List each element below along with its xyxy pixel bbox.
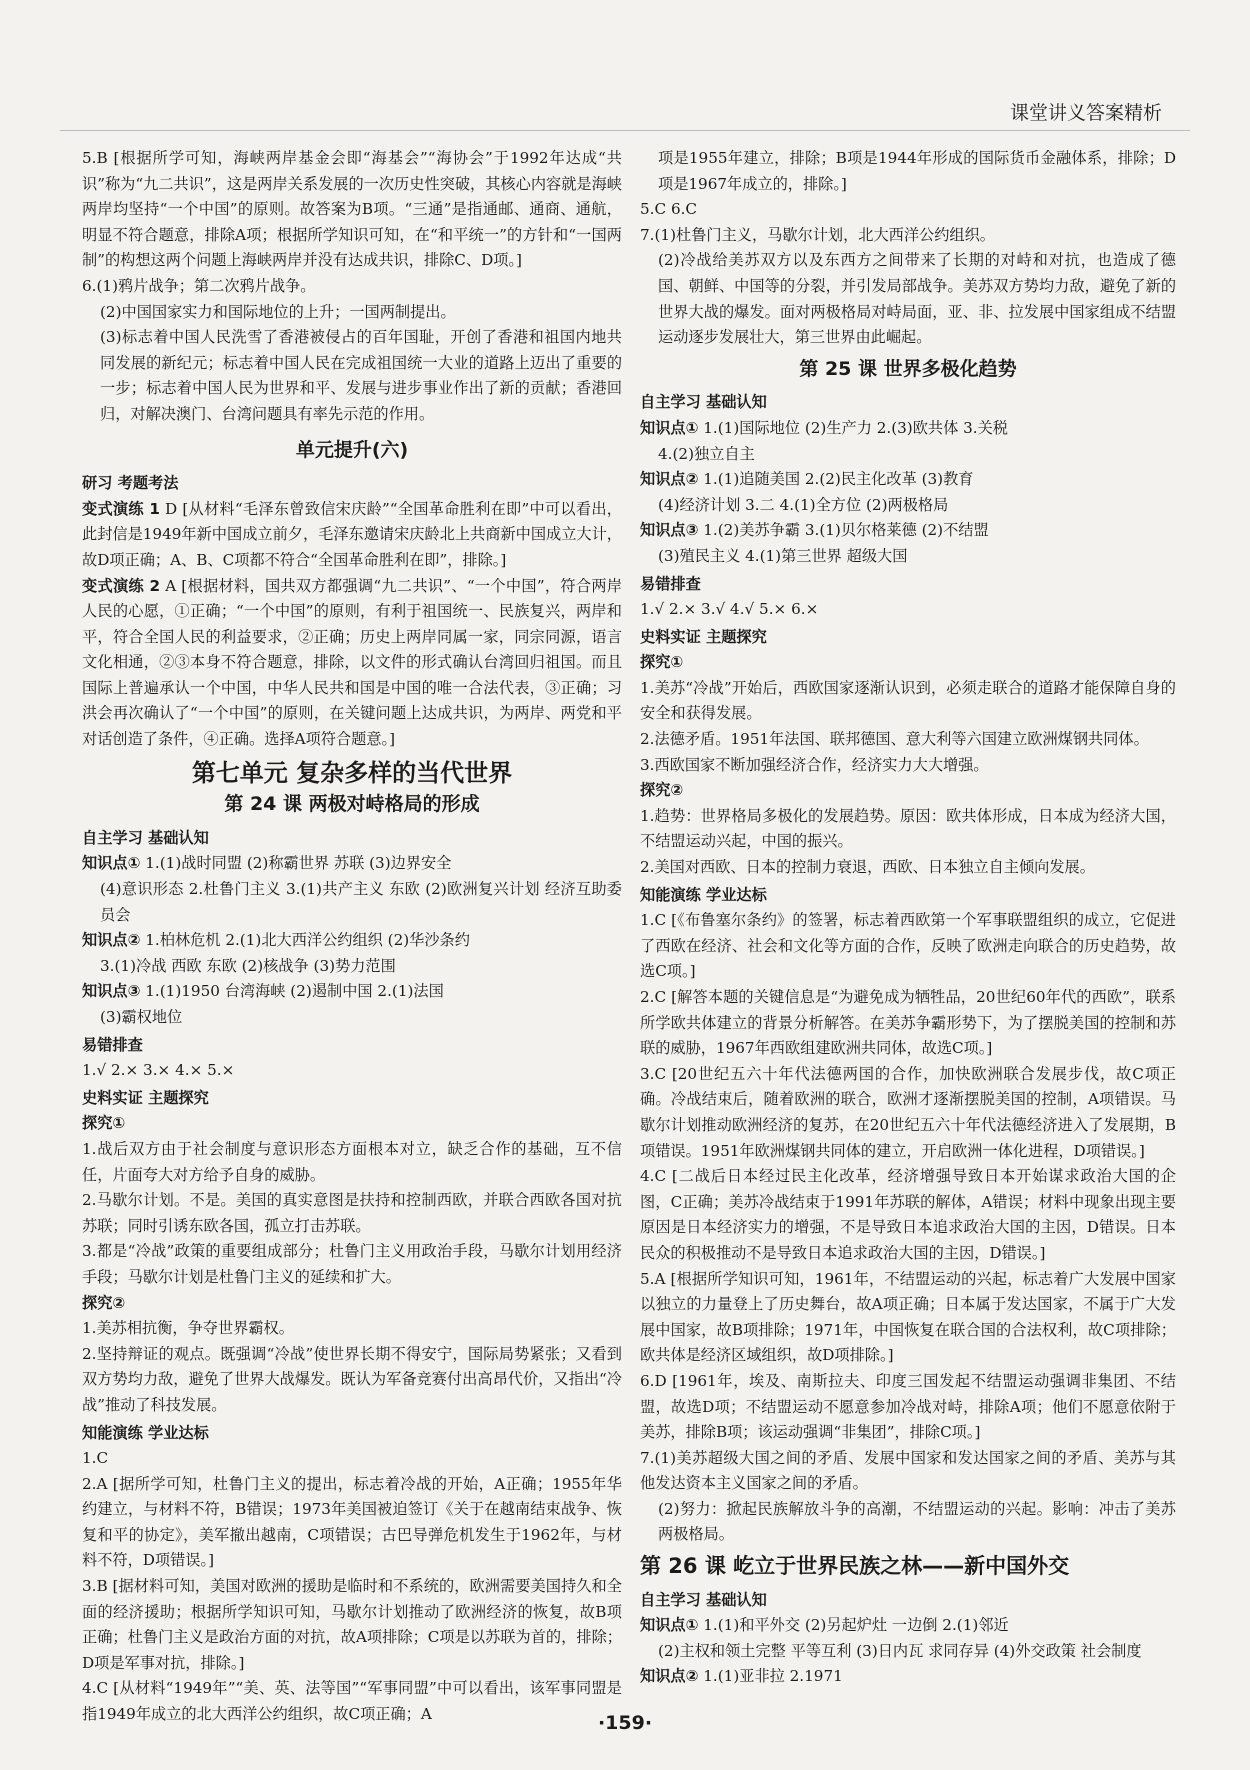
- header-divider: [60, 130, 1190, 131]
- answer-paragraph: 2.C [解答本题的关键信息是“为避免成为牺牲品，20世纪60年代的西欧”，联系所学欧共体建立的背景分析解答。在美苏争霸形势下，为了摆脱美国的控制和苏联的威胁，1967年西欧组建欧洲共同体，故选C项。]: [640, 988, 1176, 1058]
- answer-text: A [根据材料，国共双方都强调“九二共识”、“一个中国”，符合两岸人民的心愿，①正确；“一个中国”的原则，有利于祖国统一、民族复兴，两岸和平，符合全国人民的利益要求，②正确；历史上两岸同属一家，同宗同源，语言文化相通，②③本身不符合题意，排除，以文件的形式确认台湾回归祖国。而且国际上普遍承认一个中国，中华人民共和国是中国的唯一合法代表，③正确；习洪会再次确认了“一个中国”的原则，在关键问题上达成共识，为两岸、两党和平对话创造了条件，④正确。选择A项符合题意。]: [82, 576, 623, 749]
- inquiry-label: 探究①: [82, 1114, 126, 1133]
- answer-paragraph: 4.C [从材料“1949年”“美、英、法等国”“军事同盟”中可以看出，该军事同盟是指1949年成立的北大西洋公约组织，故C项正确；A: [82, 1679, 622, 1724]
- knowledge-text: 1.柏林危机 2.(1)北大西洋公约组织 (2)华沙条约: [140, 931, 470, 950]
- subsection-title: 知能演练 学业达标: [640, 885, 767, 904]
- knowledge-text: 1.(1)和平外交 (2)另起炉灶 一边倒 2.(1)邻近: [698, 1616, 1009, 1635]
- answer-paragraph: 3.C [20世纪五六十年代法德两国的合作，加快欧洲联合发展步伐，故C项正确。冷战结束后，随着欧洲的联合，欧洲才逐渐摆脱美国的控制，A项错误。马歇尔计划推动欧洲经济的复苏，在20世纪五六十年代法德经济进入了发展期，B项错误。1951年欧洲煤钢共同体的建立，开启欧洲一体化进程，D项错误。]: [640, 1064, 1176, 1160]
- subsection-title: 知能演练 学业达标: [82, 1423, 209, 1442]
- exercise-label: 变式演练 2: [82, 576, 161, 595]
- knowledge-point: [640, 467, 1176, 493]
- knowledge-point-cont: 4.(2)独立自主: [658, 444, 755, 463]
- section-title: 单元提升(六): [295, 438, 409, 461]
- answer-paragraph: (2)冷战给美苏双方以及东西方之间带来了长期的对峙和对抗，也造成了德国、朝鲜、中国等的分裂，并引发局部战争。美苏双方势均力敌，避免了新的世界大战的爆发。面对两极格局对峙局面，亚、非、拉发展中国家组成不结盟运动逐步发展壮大，第三世界由此崛起。: [658, 251, 1176, 347]
- knowledge-text: 1.(1)国际地位 (2)生产力 2.(3)欧共体 3.关税: [698, 418, 1008, 437]
- subsection-title: 自主学习 基础认知: [82, 828, 209, 847]
- knowledge-point-cont: (4)经济计划 3.二 4.(1)全方位 (2)两极格局: [658, 495, 949, 514]
- knowledge-label: 知识点②: [82, 931, 141, 950]
- lesson-title: 第 24 课 两极对峙格局的形成: [224, 793, 480, 816]
- knowledge-point: [640, 1613, 1176, 1639]
- answer-paragraph: 5.A [根据所学知识可知，1961年，不结盟运动的兴起，标志着广大发展中国家以独立的力量登上了历史舞台，故A项正确；日本属于发达国家，不属于广大发展中国家，故B项排除；1971年，中国恢复在联合国的合法权利，故C项排除；欧共体是经济区域组织，故D项排除。]: [640, 1269, 1176, 1365]
- answer-paragraph: 2.美国对西欧、日本的控制力衰退，西欧、日本独立自主倾向发展。: [640, 858, 1095, 877]
- left-column: [82, 146, 622, 1728]
- inquiry-label: 探究①: [640, 653, 684, 672]
- knowledge-label: 知识点①: [640, 418, 699, 437]
- knowledge-text: 1.(1)亚非拉 2.1971: [698, 1667, 843, 1686]
- subsection-title: 史料实证 主题探究: [82, 1088, 209, 1107]
- error-check-answers: 1.√ 2.× 3.× 4.× 5.×: [82, 1061, 235, 1080]
- exercise-label: 变式演练 1: [82, 499, 160, 518]
- knowledge-point: [640, 1664, 1176, 1690]
- knowledge-label: 知识点③: [640, 521, 699, 540]
- answer-paragraph: 5.C 6.C: [640, 200, 698, 219]
- knowledge-point: [82, 928, 622, 954]
- subsection-title: 自主学习 基础认知: [640, 393, 767, 412]
- answer-paragraph: (2)中国国家实力和国际地位的上升；一国两制提出。: [100, 302, 456, 321]
- answer-paragraph: 6.(1)鸦片战争；第二次鸦片战争。: [82, 276, 316, 295]
- right-column: [640, 146, 1176, 1690]
- error-check-answers: 1.√ 2.× 3.√ 4.√ 5.× 6.×: [640, 600, 819, 619]
- answer-paragraph: 1.战后双方由于社会制度与意识形态方面根本对立，缺乏合作的基础，互不信任，片面夸大对方给予自身的威胁。: [82, 1139, 622, 1184]
- knowledge-text: 1.(1)1950 台湾海峡 (2)遏制中国 2.(1)法国: [140, 982, 444, 1001]
- answer-paragraph: [82, 574, 622, 753]
- knowledge-label: 知识点①: [82, 854, 141, 873]
- knowledge-text: 1.(1)追随美国 2.(2)民主化改革 (3)教育: [698, 470, 974, 489]
- answer-paragraph: 项是1955年建立，排除；B项是1944年形成的国际货币金融体系，排除；D项是1967年成立的，排除。]: [658, 149, 1176, 193]
- unit-title: 第七单元 复杂多样的当代世界: [191, 758, 513, 787]
- subsection-title: 自主学习 基础认知: [640, 1590, 767, 1609]
- knowledge-point: [640, 416, 1176, 442]
- knowledge-text: 1.(1)战时同盟 (2)称霸世界 苏联 (3)边界安全: [140, 854, 452, 873]
- answer-paragraph: 7.(1)杜鲁门主义，马歇尔计划，北大西洋公约组织。: [640, 225, 995, 244]
- knowledge-point-cont: (3)殖民主义 4.(1)第三世界 超级大国: [658, 546, 908, 565]
- answer-paragraph: 2.坚持辩证的观点。既强调“冷战”使世界长期不得安宁，国际局势紧张；又看到双方势均力敌，避免了世界大战爆发。既认为军备竞赛付出高昂代价，又指出“冷战”推动了科技发展。: [82, 1344, 622, 1414]
- knowledge-point: [82, 851, 622, 877]
- answer-paragraph: [82, 497, 622, 574]
- answer-paragraph: (3)标志着中国人民洗雪了香港被侵占的百年国耻，开创了香港和祖国内地共同发展的新纪元；标志着中国人民在完成祖国统一大业的道路上迈出了重要的一步；标志着中国人民为世界和平、发展与进步事业作出了新的贡献；香港回归，对解决澳门、台湾问题具有率先示范的作用。: [100, 328, 622, 423]
- knowledge-label: 知识点②: [640, 1667, 699, 1686]
- subsection-title: 易错排查: [640, 574, 701, 593]
- knowledge-point-cont: (2)主权和领土完整 平等互利 (3)日内瓦 求同存异 (4)外交政策 社会制度: [658, 1641, 1142, 1660]
- answer-paragraph: (2)努力：掀起民族解放斗争的高潮，不结盟运动的兴起。影响：冲击了美苏两极格局。: [658, 1499, 1176, 1544]
- knowledge-label: 知识点③: [82, 982, 141, 1001]
- answer-paragraph: 3.西欧国家不断加强经济合作，经济实力大大增强。: [640, 755, 989, 774]
- subsection-title: 史料实证 主题探究: [640, 627, 767, 646]
- inquiry-label: 探究②: [82, 1293, 126, 1312]
- lesson-title: 第 26 课 屹立于世界民族之林——新中国外交: [640, 1554, 1070, 1579]
- answer-paragraph: 7.(1)美苏超级大国之间的矛盾、发展中国家和发达国家之间的矛盾、美苏与其他发达资本主义国家之间的矛盾。: [640, 1448, 1176, 1493]
- knowledge-point: [640, 518, 1176, 544]
- answer-paragraph: 1.C [《布鲁塞尔条约》的签署，标志着西欧第一个军事联盟组织的成立，它促进了西欧在经济、社会和文化等方面的合作，反映了欧洲走向联合的历史趋势，故选C项。]: [640, 911, 1176, 981]
- knowledge-point: [82, 979, 622, 1005]
- answer-text: D [从材料“毛泽东曾致信宋庆龄”“全国革命胜利在即”中可以看出，此封信是1949年新中国成立前夕，毛泽东邀请宋庆龄北上共商新中国成立大计，故D项正确；A、B、C项都不符合“全国革命胜利在即”，排除。]: [82, 499, 622, 569]
- lesson-title: 第 25 课 世界多极化趋势: [799, 357, 1017, 380]
- answer-paragraph: 1.美苏“冷战”开始后，西欧国家逐渐认识到，必须走联合的道路才能保障自身的安全和获得发展。: [640, 678, 1176, 723]
- answer-paragraph: 3.都是“冷战”政策的重要组成部分；杜鲁门主义用政治手段，马歇尔计划用经济手段；马歇尔计划是杜鲁门主义的延续和扩大。: [82, 1242, 622, 1286]
- answer-paragraph: 1.美苏相抗衡，争夺世界霸权。: [82, 1319, 294, 1338]
- knowledge-point-cont: (4)意识形态 2.杜鲁门主义 3.(1)共产主义 东欧 (2)欧洲复兴计划 经济互助委员会: [100, 880, 622, 924]
- knowledge-text: 1.(2)美苏争霸 3.(1)贝尔格莱德 (2)不结盟: [698, 521, 989, 540]
- page-header-title: 课堂讲义答案精析: [1009, 102, 1162, 124]
- subsection-title: 研习 考题考法: [82, 474, 179, 493]
- answer-paragraph: 2.马歇尔计划。不是。美国的真实意图是扶持和控制西欧，并联合西欧各国对抗苏联；同时引诱东欧各国，孤立打击苏联。: [82, 1191, 622, 1235]
- knowledge-label: 知识点②: [640, 470, 699, 489]
- inquiry-label: 探究②: [640, 781, 684, 800]
- subsection-title: 易错排查: [82, 1035, 143, 1054]
- answer-paragraph: 4.C [二战后日本经过民主化改革，经济增强导致日本开始谋求政治大国的企图，C正确；美苏冷战结束于1991年苏联的解体，A错误；材料中现象出现主要原因是日本经济实力的增强，不是导致日本追求政治大国的主因，D错误。日本民众的积极推动不是导致日本追求政治大国的主因，D错误。]: [640, 1167, 1176, 1262]
- knowledge-point-cont: (3)霸权地位: [100, 1008, 183, 1026]
- answer-paragraph: 5.B [根据所学可知，海峡两岸基金会即“海基会”“海协会”于1992年达成“共识”称为“九二共识”，这是两岸关系发展的一次历史性突破，其核心内容就是海峡两岸均坚持“一个中国”的原则。故答案为B项。“三通”是指通邮、通商、通航，明显不符合题意，排除A项；根据所学知识可知，在“和平统一”的方针和“一国两制”的构想这两个问题上海峡两岸并没有达成共识，排除C、D项。]: [82, 149, 622, 270]
- answer-paragraph: 3.B [据材料可知，美国对欧洲的援助是临时和不系统的，欧洲需要美国持久和全面的经济援助；根据所学知识可知，马歇尔计划推动了欧洲经济的恢复，故B项正确；杜鲁门主义是政治方面的对抗，故A项排除；C项是以苏联为首的，排除；D项是军事对抗，排除。]: [82, 1577, 622, 1672]
- answer-paragraph: 2.法德矛盾。1951年法国、联邦德国、意大利等六国建立欧洲煤钢共同体。: [640, 730, 1149, 749]
- knowledge-point-cont: 3.(1)冷战 西欧 东欧 (2)核战争 (3)势力范围: [100, 956, 396, 975]
- knowledge-label: 知识点①: [640, 1616, 699, 1635]
- answer-paragraph: 2.A [据所学可知，杜鲁门主义的提出，标志着冷战的开始，A正确；1955年华约建立，与材料不符，B错误；1973年美国被迫签订《关于在越南结束战争、恢复和平的协定》，美军撤出越南，C项错误；古巴导弹危机发生于1962年，与材料不符，D项错误。]: [82, 1474, 622, 1570]
- answer-paragraph: 1.C: [82, 1449, 109, 1468]
- answer-paragraph: 6.D [1961年，埃及、南斯拉夫、印度三国发起不结盟运动强调非集团、不结盟，故选D项；不结盟运动不愿意参加冷战对峙，排除A项；他们不愿意依附于美苏，排除B项；该运动强调“非集团”，排除C项。]: [640, 1371, 1176, 1442]
- answer-paragraph: 1.趋势：世界格局多极化的发展趋势。原因：欧共体形成，日本成为经济大国，不结盟运动兴起，中国的振兴。: [640, 806, 1176, 851]
- page-number: ·159·: [597, 1712, 653, 1734]
